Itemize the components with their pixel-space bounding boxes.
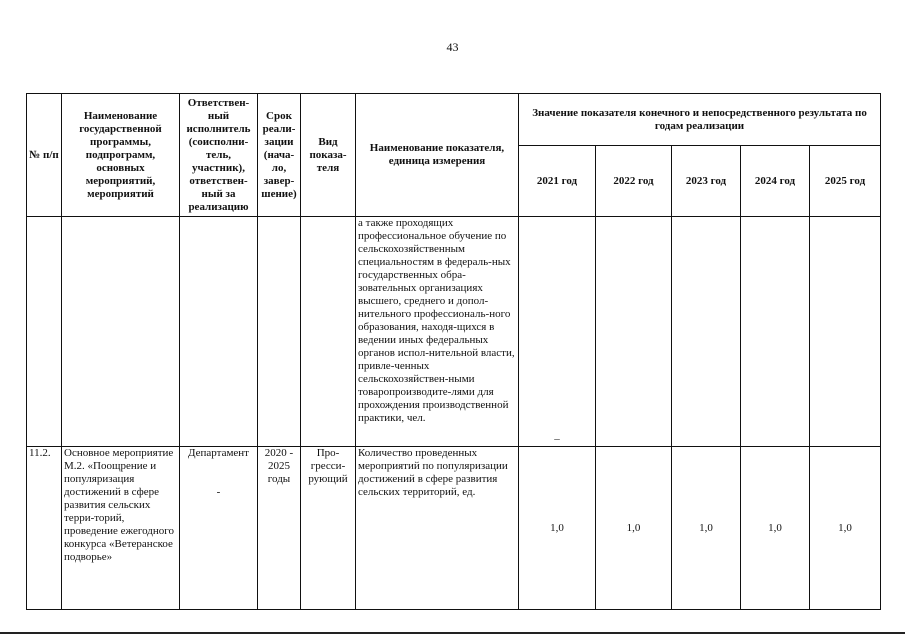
executor-text: Департамент	[187, 447, 249, 459]
executor-mark: -	[216, 486, 221, 498]
row-type: Про-гресси-рующий	[301, 447, 356, 610]
header-type: Вид показа-теля	[301, 94, 356, 217]
header-year-2023: 2023 год	[672, 146, 741, 217]
row-indicator: Количество проведенных мероприятий по популяризации достижений в сфере развития сельских территорий, ед.	[356, 447, 519, 610]
dash-mark: –	[554, 433, 560, 445]
row-term	[258, 217, 301, 447]
table-row	[27, 217, 881, 447]
row-type	[301, 217, 356, 447]
header-name: Наименование государственной программы, подпрограмм, основных мероприятий, мероприятий	[62, 94, 180, 217]
header-year-2022: 2022 год	[596, 146, 672, 217]
header-term: Срок реали-зации (нача-ло, завер-шение)	[258, 94, 301, 217]
table-row	[27, 447, 881, 610]
row-value-2023	[672, 217, 741, 447]
row-num: 11.2.	[27, 447, 62, 610]
header-year-2021: 2021 год	[519, 146, 596, 217]
header-executor: Ответствен-ный исполнитель (соисполни-тель, участник), ответствен-ный за реализацию	[180, 94, 258, 217]
header-values-group: Значение показателя конечного и непосредственного результата по годам реализации	[519, 94, 881, 146]
row-value-2022	[596, 217, 672, 447]
header-year-2025: 2025 год	[810, 146, 881, 217]
row-value-2025	[810, 217, 881, 447]
row-executor	[180, 217, 258, 447]
row-value-2022: 1,0	[596, 447, 672, 610]
row-name: Основное мероприятие М.2. «Поощрение и популяризация достижений в сфере развития сельских терри-торий, проведение ежегодного конкурса «Ветеранское подворье»	[62, 447, 180, 610]
header-year-2024: 2024 год	[741, 146, 810, 217]
row-value-2021: 1,0	[519, 447, 596, 610]
row-value-2021	[519, 217, 596, 447]
row-value-2023: 1,0	[672, 447, 741, 610]
row-name	[62, 217, 180, 447]
header-num: № п/п	[27, 94, 62, 217]
row-value-2025: 1,0	[810, 447, 881, 610]
page-number: 43	[446, 40, 459, 54]
header-indicator: Наименование показателя, единица измерения	[356, 94, 519, 217]
row-value-2024: 1,0	[741, 447, 810, 610]
indicators-table	[26, 93, 881, 610]
row-num	[27, 217, 62, 447]
row-indicator: а также проходящих профессиональное обучение по сельскохозяйственным специальностям в федераль-ных государственных обра-зовательных организациях высшего, среднего и допол-нительного профессиональ-ного образования, находя-щихся в ведении иных федеральных органов испол-нительной власти, привле-ченных сельскохозяйствен-ными товаропроизводите-лями для прохождения производственной практики, чел.	[356, 217, 519, 447]
row-executor	[180, 447, 258, 610]
scan-edge-line	[0, 632, 905, 634]
row-value-2024	[741, 217, 810, 447]
row-term: 2020 - 2025 годы	[258, 447, 301, 610]
